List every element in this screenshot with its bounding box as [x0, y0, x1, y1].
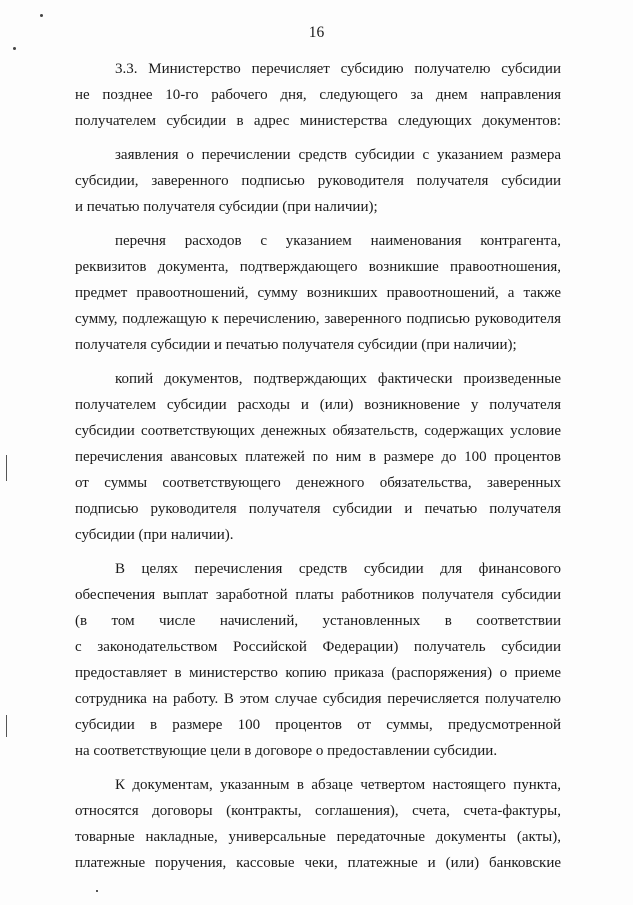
text-line: с законодательством Российской Федерации) получатель субсидии: [75, 639, 561, 655]
text-line: (в том числе начислений, установленных в соответствии: [75, 613, 561, 629]
scan-artifact-line: [6, 455, 7, 481]
text-line: и печатью получателя субсидии (при наличии);: [75, 199, 378, 215]
text-line: товарные накладные, универсальные передаточные документы (акты),: [75, 829, 561, 845]
text-line: на соответствующие цели в договоре о предоставлении субсидии.: [75, 743, 498, 759]
text-line: копий документов, подтверждающих фактически произведенные: [115, 371, 561, 387]
paragraph-salary-payments: [75, 556, 561, 764]
page-number: 16: [308, 24, 325, 41]
text-line: перечня расходов с указанием наименования контрагента,: [115, 233, 561, 249]
text-line: получателя субсидии и печатью получателя субсидии (при наличии);: [75, 337, 517, 353]
text-line: получателем субсидии расходы и (или) возникновение у получателя: [75, 397, 561, 413]
paragraph-expense-list: [75, 228, 561, 358]
text-line: получателем субсидии в адрес министерства следующих документов:: [75, 113, 561, 129]
paragraph-application: [75, 142, 561, 220]
text-line: сумму, подлежащую к перечислению, заверенного подписью руководителя: [75, 311, 561, 327]
text-line: 3.3. Министерство перечисляет субсидию получателю субсидии: [115, 61, 561, 77]
text-line: обеспечения выплат заработной платы работников получателя субсидии: [75, 587, 561, 603]
text-line: относятся договоры (контракты, соглашения), счета, счета-фактуры,: [75, 803, 561, 819]
scan-artifact-dot: [40, 14, 43, 17]
text-line: подписью руководителя получателя субсидии и печатью получателя: [75, 501, 561, 517]
text-line: субсидии соответствующих денежных обязательств, содержащих условие: [75, 423, 561, 439]
text-line: перечисления авансовых платежей по ним в размере до 100 процентов: [75, 449, 561, 465]
text-line: К документам, указанным в абзаце четвертом настоящего пункта,: [115, 777, 561, 793]
text-line: реквизитов документа, подтверждающего возникшие правоотношения,: [75, 259, 561, 275]
paragraph-3-3: [75, 56, 561, 134]
text-line: субсидии (при наличии).: [75, 527, 234, 543]
text-line: сотрудника на работу. В этом случае субсидия перечисляется получателю: [75, 691, 561, 707]
text-line: платежные поручения, кассовые чеки, платежные и (или) банковские: [75, 855, 561, 871]
text-line: от суммы соответствующего денежного обязательства, заверенных: [75, 475, 561, 491]
scan-artifact-line: [6, 715, 7, 737]
text-line: не позднее 10-го рабочего дня, следующего за днем направления: [75, 87, 561, 103]
text-line: субсидии, заверенного подписью руководителя получателя субсидии: [75, 173, 561, 189]
scan-artifact-dot: [13, 47, 16, 50]
text-line: предмет правоотношений, сумму возникших правоотношений, а также: [75, 285, 561, 301]
text-line: В целях перечисления средств субсидии для финансового: [115, 561, 561, 577]
scan-artifact-line: [96, 890, 98, 892]
text-line: заявления о перечислении средств субсидии с указанием размера: [115, 147, 561, 163]
paragraph-document-copies: [75, 366, 561, 548]
document-body: [75, 56, 561, 884]
text-line: субсидии в размере 100 процентов от суммы, предусмотренной: [75, 717, 561, 733]
text-line: предоставляет в министерство копию приказа (распоряжения) о приеме: [75, 665, 561, 681]
paragraph-documents-include: [75, 772, 561, 876]
